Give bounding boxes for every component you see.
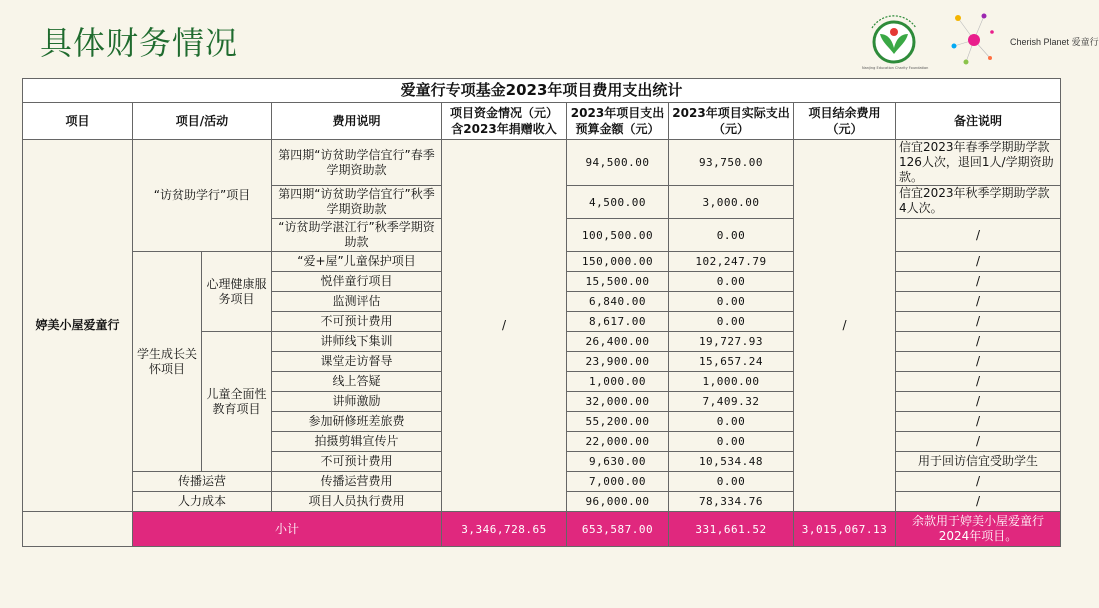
row-description: 悦伴童行项目 [272,272,442,292]
row-description: “爱+屋”儿童保护项目 [272,252,442,272]
row-actual: 0.00 [669,312,794,332]
header-budget: 2023年项目支出预算金额（元） [567,103,669,140]
row-actual: 0.00 [669,472,794,492]
row-actual: 7,409.32 [669,392,794,412]
row-remark: / [896,332,1061,352]
row-budget: 23,900.00 [567,352,669,372]
group-mental-cell: 心理健康服务项目 [202,252,272,332]
header-description: 费用说明 [272,103,442,140]
table-title: 爱童行专项基金2023年项目费用支出统计 [23,79,1061,103]
row-description: 不可预计费用 [272,312,442,332]
row-remark: / [896,272,1061,292]
header-actual: 2023年项目实际支出（元） [669,103,794,140]
subtotal-balance: 3,015,067.13 [794,512,896,547]
row-actual: 10,534.48 [669,452,794,472]
row-budget: 94,500.00 [567,140,669,186]
row-budget: 6,840.00 [567,292,669,312]
row-description: 监测评估 [272,292,442,312]
row-remark: / [896,252,1061,272]
row-remark: / [896,312,1061,332]
row-budget: 1,000.00 [567,372,669,392]
row-budget: 96,000.00 [567,492,669,512]
header-remarks: 备注说明 [896,103,1061,140]
row-actual: 0.00 [669,412,794,432]
row-actual: 3,000.00 [669,186,794,219]
row-budget: 15,500.00 [567,272,669,292]
balance-cell: / [794,140,896,512]
row-description: 讲师激励 [272,392,442,412]
subtotal-remark: 余款用于婷美小屋爱童行2024年项目。 [896,512,1061,547]
row-description: 第四期“访贫助学信宜行”春季学期资助款 [272,140,442,186]
subtotal-fund: 3,346,728.65 [442,512,567,547]
group-comm-cell: 传播运营 [133,472,272,492]
row-actual: 0.00 [669,292,794,312]
group-growth-cell: 学生成长关怀项目 [133,252,202,472]
row-description: 讲师线下集训 [272,332,442,352]
foundation-logo-icon [858,8,930,74]
row-budget: 7,000.00 [567,472,669,492]
row-remark: 信宜2023年春季学期助学款126人次，退回1人/学期资助款。 [896,140,1061,186]
logo-name: Cherish Planet [1010,37,1070,47]
subtotal-label: 小计 [133,512,442,547]
row-budget: 150,000.00 [567,252,669,272]
row-budget: 32,000.00 [567,392,669,412]
row-remark: / [896,432,1061,452]
row-remark: / [896,492,1061,512]
row-remark: / [896,372,1061,392]
row-actual: 93,750.00 [669,140,794,186]
row-actual: 1,000.00 [669,372,794,392]
page-title: 具体财务情况 [40,24,239,62]
group-hr-cell: 人力成本 [133,492,272,512]
row-remark: / [896,219,1061,252]
row-description: “访贫助学湛江行”秋季学期资助款 [272,219,442,252]
row-description: 第四期“访贫助学信宜行”秋季学期资助款 [272,186,442,219]
row-description: 传播运营费用 [272,472,442,492]
expense-table [22,78,1061,547]
row-remark: / [896,292,1061,312]
row-actual: 0.00 [669,219,794,252]
fund-cell: / [442,140,567,512]
row-actual: 0.00 [669,272,794,292]
row-actual: 15,657.24 [669,352,794,372]
row-description: 拍摄剪辑宣传片 [272,432,442,452]
row-budget: 9,630.00 [567,452,669,472]
header-fund: 项目资金情况（元）含2023年捐赠收入 [442,103,567,140]
header-balance: 项目结余费用（元） [794,103,896,140]
row-budget: 55,200.00 [567,412,669,432]
row-remark: 用于回访信宜受助学生 [896,452,1061,472]
logo-name-cn: 爱童行 [1071,37,1099,47]
table-row [23,140,1061,186]
group-edu-cell: 儿童全面性教育项目 [202,332,272,472]
subtotal-actual: 331,661.52 [669,512,794,547]
row-description: 项目人员执行费用 [272,492,442,512]
row-description: 课堂走访督导 [272,352,442,372]
row-budget: 26,400.00 [567,332,669,352]
row-description: 参加研修班差旅费 [272,412,442,432]
subtotal-row [23,512,1061,547]
row-budget: 4,500.00 [567,186,669,219]
project-name-cell: 婷美小屋爱童行 [23,140,133,512]
row-budget: 8,617.00 [567,312,669,332]
foundation-logo-caption: Nanjing Education Charity Foundation [862,66,929,70]
subtotal-budget: 653,587.00 [567,512,669,547]
cherish-planet-logo-text [1010,35,1099,48]
row-remark: / [896,472,1061,492]
row-budget: 22,000.00 [567,432,669,452]
header-project: 项目 [23,103,133,140]
row-actual: 19,727.93 [669,332,794,352]
row-actual: 0.00 [669,432,794,452]
row-remark: 信宜2023年秋季学期助学款4人次。 [896,186,1061,219]
row-actual: 78,334.76 [669,492,794,512]
row-remark: / [896,392,1061,412]
row-description: 线上答疑 [272,372,442,392]
row-remark: / [896,412,1061,432]
group-visit-cell: “访贫助学行”项目 [133,140,272,252]
subtotal-blank [23,512,133,547]
row-actual: 102,247.79 [669,252,794,272]
row-budget: 100,500.00 [567,219,669,252]
row-description: 不可预计费用 [272,452,442,472]
row-remark: / [896,352,1061,372]
header-activity: 项目/活动 [133,103,272,140]
